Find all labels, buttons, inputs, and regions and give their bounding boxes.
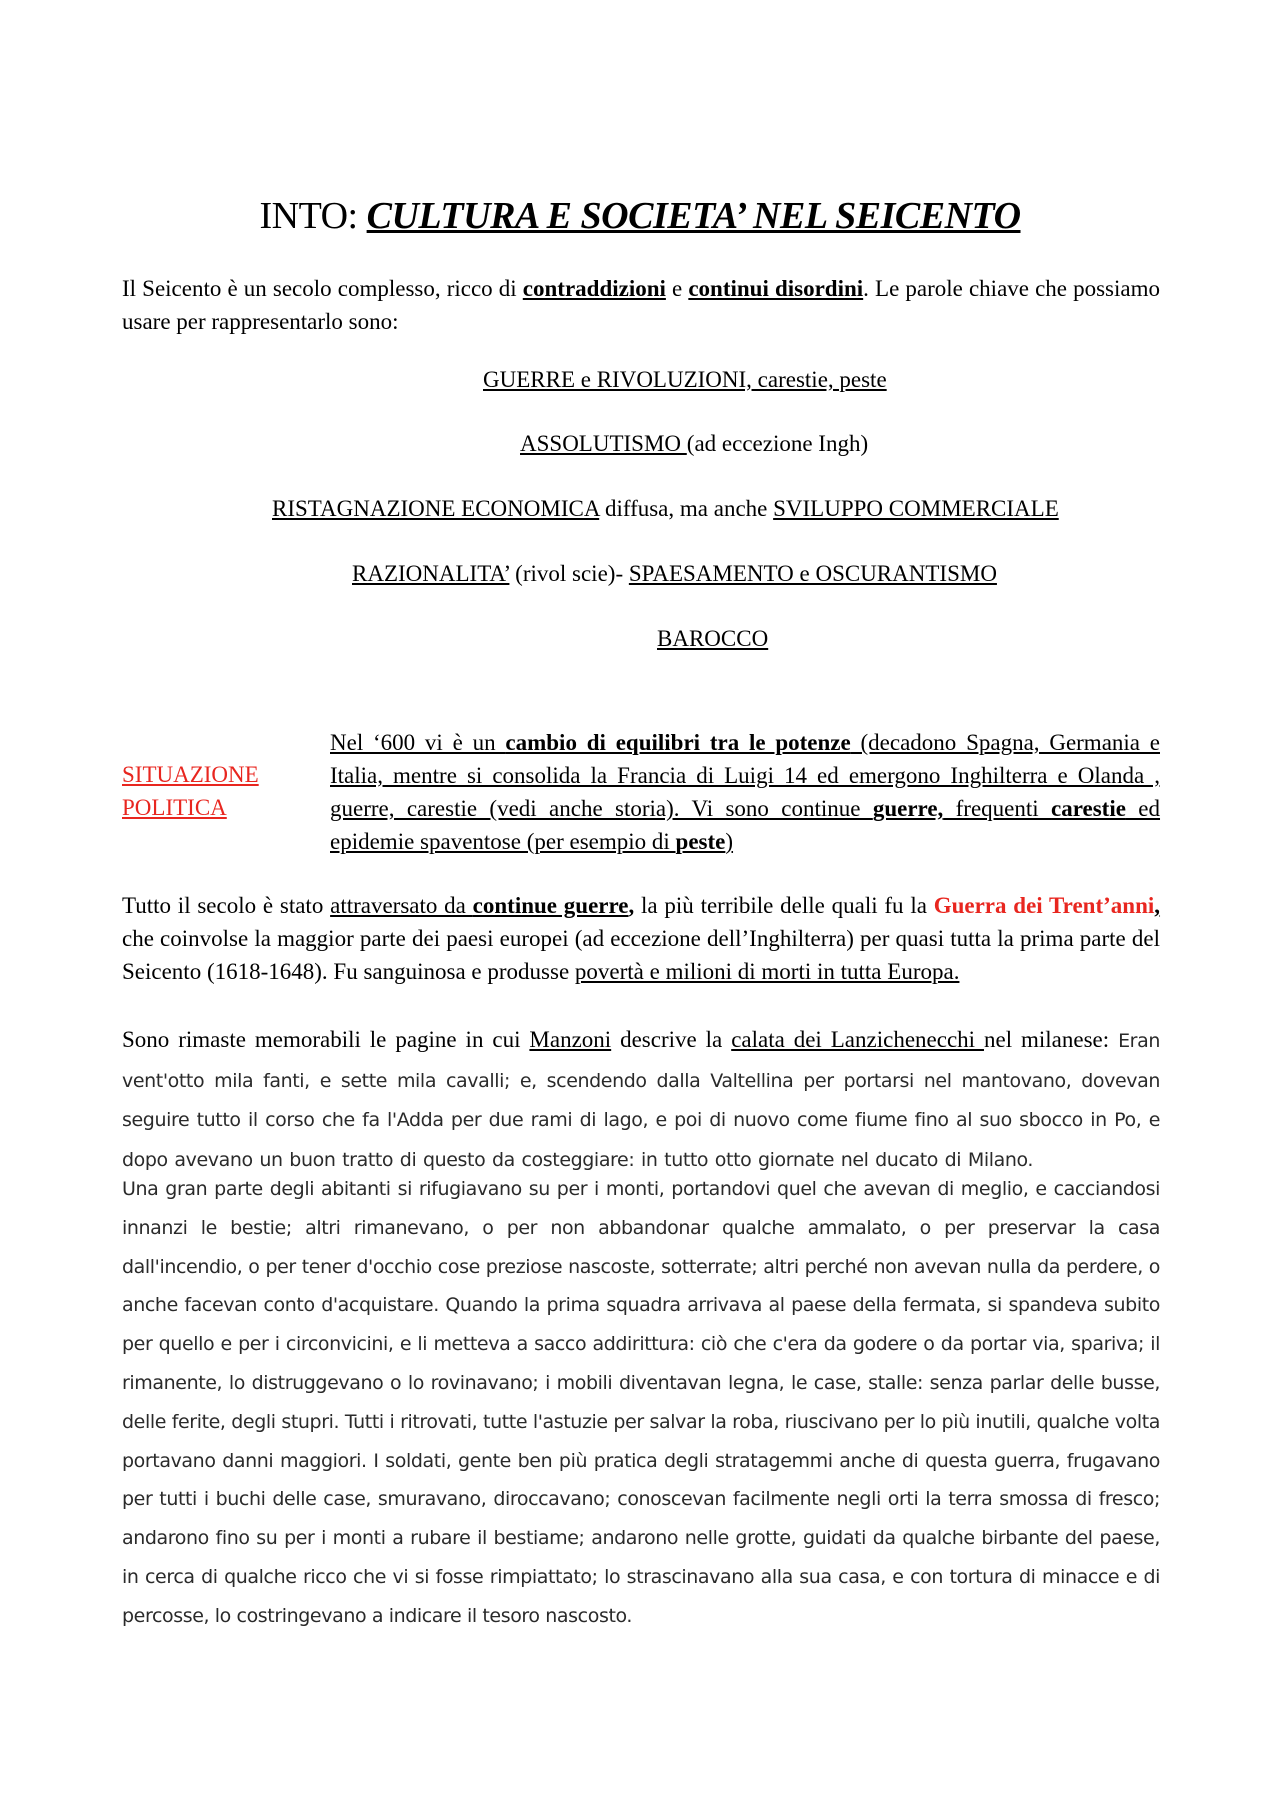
war-text: che coinvolse la maggior parte dei paesi europei (ad eccezione dell’Inghilterra) per quasi tutta la prima parte del Seicento (1618-1648). Fu sanguinosa e produsse xyxy=(122,926,1160,984)
manzoni-quote-2: Una gran parte degli abitanti si rifugiavano su per i monti, portandovi quel che avevan di meglio, e cacciandosi innanzi le bestie; altri rimanevano, o per non abbandonar qualche ammalato, o per preservar la casa dall'incendio, o per tener d'occhio cose preziose nascoste, sotterrate; altri perché non avevan nulla da perdere, o anche facevan conto d'acquistare. Quando la prima squadra arrivava al paese della fermata, si spandeva subito per quello e per i circonvicini, e li metteva a sacco addirittura: ciò che c'era da godere o da portar via, spariva; il rimanente, lo distruggevano o lo rovinavano; i mobili diventavan legna, le case, stalle: senza parlar delle busse, delle ferite, degli stupri. Tutti i ritrovati, tutte l'astuzie per salvar la roba, riuscivano per lo più inutili, qualche volta portavano danni maggiori. I soldati, gente ben più pratica degli stratagemmi anche di questa guerra, frugavano per tutti i buchi delle case, smuravano, diroccavano; conoscevan facilmente negli orti la terra smossa di fresco; andarono fino su per i monti a rubare il bestiame; andarono nelle grotte, guidati da qualche birbante del paese, in cerca di qualche ricco che vi si fosse rimpiattato; lo strascinavano alla sua casa, e con tortura di minacce e di percosse, lo costringevano a indicare il tesoro nascosto. xyxy=(122,1178,1160,1627)
political-bold: carestie xyxy=(1051,796,1126,821)
manzoni-quote-1: Eran vent'otto mila fanti, e sette mila cavalli; e, scendendo dalla Valtellina per portarsi nel mantovano, dovevan seguire tutto il corso che fa l'Adda per due rami di lago, e poi di nuovo come fiume fino al suo sbocco in Po, e dopo avevano un buon tratto di questo da costeggiare: in tutto otto giornate nel ducato di Milano. xyxy=(122,1030,1160,1171)
political-text: Nel ‘600 vi è un xyxy=(330,730,506,755)
keyword-wars: GUERRE e RIVOLUZIONI, carestie, peste xyxy=(483,367,887,392)
political-bold: guerre, xyxy=(872,796,944,821)
manzoni-author: Manzoni xyxy=(529,1027,612,1052)
title-prefix: INTO: xyxy=(259,195,367,237)
intro-text: Il Seicento è un secolo complesso, ricco di xyxy=(122,276,523,301)
keyword-line-wars xyxy=(483,367,887,393)
keyword-absolutism: ASSOLUTISMO xyxy=(520,431,687,456)
intro-keyword-disordini: continui disordini xyxy=(688,276,864,301)
war-text: la più terribile delle quali fu la xyxy=(634,893,934,918)
page-title xyxy=(0,193,1280,239)
keyword-rationality: RAZIONALITA’ xyxy=(352,561,510,586)
war-continuous-wars: continue guerre xyxy=(472,893,629,918)
intro-keyword-contraddizioni: contraddizioni xyxy=(522,276,666,301)
war-underline: attraversato da xyxy=(330,893,473,918)
manzoni-text: nel milanese: xyxy=(983,1027,1119,1052)
manzoni-text: descrive la xyxy=(611,1027,732,1052)
keyword-line-baroque xyxy=(657,626,768,652)
section-label-political: SITUAZIONE POLITICA xyxy=(122,762,259,820)
political-text: (decadono Spagna, Germania e Italia, mentre si consolida la Francia di Luigi 14 ed emergono Inghilterra e Olanda , guerre, carestie (vedi anche storia). Vi sono continue xyxy=(330,730,1160,821)
political-paragraph xyxy=(330,726,1160,858)
manzoni-paragraph xyxy=(122,1021,1160,1179)
intro-paragraph xyxy=(122,272,1160,338)
keyword-economy: RISTAGNAZIONE ECONOMICA xyxy=(272,496,600,521)
keyword-absolutism-note: (ad eccezione Ingh) xyxy=(686,431,869,456)
political-text: frequenti xyxy=(943,796,1052,821)
keyword-baroque: BAROCCO xyxy=(657,626,769,651)
manzoni-lanzichenecchi: calata dei Lanzichenecchi xyxy=(731,1027,984,1052)
title-main: CULTURA E SOCIETA’ NEL SEICENTO xyxy=(366,195,1021,237)
political-bold: peste xyxy=(675,829,726,854)
keyword-rationality-note: (rivol scie)- xyxy=(509,561,629,586)
keyword-line-absolutism xyxy=(520,431,868,457)
keyword-commerce: SVILUPPO COMMERCIALE xyxy=(773,496,1059,521)
political-text: ) xyxy=(725,829,734,854)
keyword-line-rationality xyxy=(352,561,997,587)
war-consequences: povertà e milioni di morti in tutta Europa. xyxy=(574,959,960,984)
keyword-line-economy xyxy=(272,496,1059,522)
keyword-obscurantism: SPAESAMENTO e OSCURANTISMO xyxy=(628,561,997,586)
manzoni-text: Sono rimaste memorabili le pagine in cui xyxy=(122,1027,530,1052)
keyword-economy-text: diffusa, ma anche xyxy=(599,496,774,521)
war-text: , xyxy=(628,893,635,918)
thirty-years-war: Guerra dei Trent’anni xyxy=(933,893,1155,918)
war-text: , xyxy=(1154,893,1161,918)
political-text: ed epidemie spaventose (per esempio di xyxy=(330,796,1161,854)
war-text: Tutto il secolo è stato xyxy=(122,893,331,918)
intro-text: e xyxy=(665,276,689,301)
intro-text: . Le parole chiave che possiamo usare per rappresentarlo sono: xyxy=(122,276,1161,334)
political-bold: cambio di equilibri tra le potenze xyxy=(505,730,851,755)
war-paragraph xyxy=(122,889,1160,988)
